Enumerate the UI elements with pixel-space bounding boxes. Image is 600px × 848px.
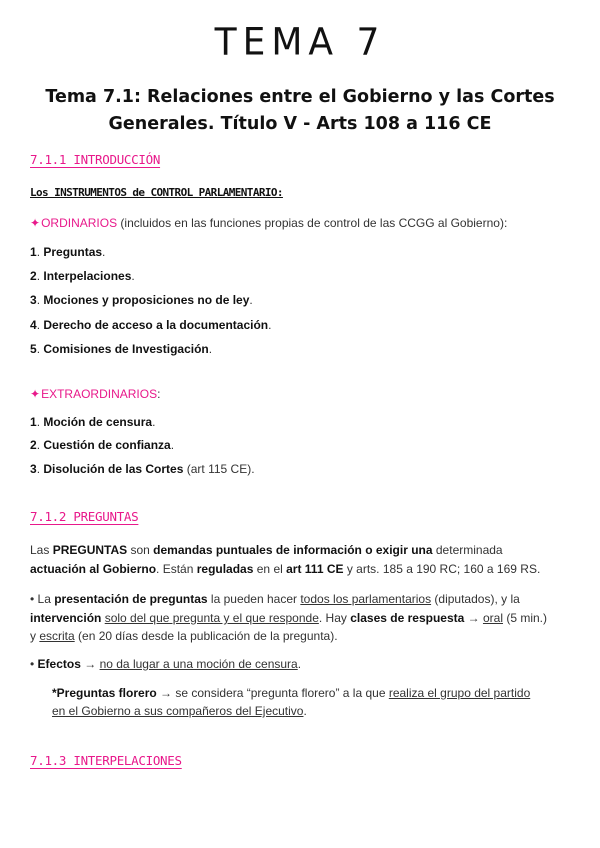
sparkle-icon: ✦: [30, 216, 41, 230]
paragraph-line: y escrita (en 20 días desde la publicación de la pregunta).: [30, 629, 338, 643]
page-title: TEMA 7: [214, 20, 386, 65]
list-item: 2. Cuestión de confianza.: [30, 438, 175, 452]
paragraph-line: actuación al Gobierno. Están reguladas en el art 111 CE y arts. 185 a 190 RC; 160 a 169 RS.: [30, 562, 541, 576]
list-item: 2. Interpelaciones.: [30, 269, 135, 283]
paragraph-line: en el Gobierno a sus compañeros del Ejecutivo.: [52, 704, 307, 718]
paragraph-line: • La presentación de preguntas la pueden hacer todos los parlamentarios (diputados), y la: [30, 592, 520, 606]
extraordinarios-line: ✦EXTRAORDINARIOS:: [30, 387, 161, 401]
instruments-heading: Los INSTRUMENTOS de CONTROL PARLAMENTARIO:: [30, 186, 283, 199]
paragraph-line: *Preguntas florero → se considera “pregunta florero” a la que realiza el grupo del partido: [52, 686, 531, 700]
list-item: 4. Derecho de acceso a la documentación.: [30, 318, 272, 332]
section-heading-interpelaciones: 7.1.3 INTERPELACIONES: [30, 753, 182, 768]
ordinarios-line: [30, 216, 507, 230]
paragraph-line: intervención solo del que pregunta y el que responde. Hay clases de respuesta → oral (5 min.): [30, 611, 547, 625]
sparkle-icon: ✦: [30, 387, 41, 401]
paragraph-line: Las PREGUNTAS son demandas puntuales de información o exigir una determinada: [30, 543, 503, 557]
list-item: 5. Comisiones de Investigación.: [30, 342, 213, 356]
list-item: 3. Mociones y proposiciones no de ley.: [30, 293, 253, 307]
section-heading-preguntas: 7.1.2 PREGUNTAS: [30, 509, 139, 524]
section-heading-introduccion: 7.1.1 INTRODUCCIÓN: [30, 152, 161, 167]
paragraph-line: • Efectos → no da lugar a una moción de censura.: [30, 657, 302, 671]
ordinarios-label: ORDINARIOS: [41, 216, 118, 230]
extraordinarios-label: EXTRAORDINARIOS: [41, 387, 158, 401]
list-item: 1. Preguntas.: [30, 245, 106, 259]
list-item: 3. Disolución de las Cortes (art 115 CE).: [30, 462, 255, 476]
page-subtitle: Tema 7.1: Relaciones entre el Gobierno y las Cortes Generales. Título V - Arts 108 a 116 CE: [45, 87, 555, 134]
ordinarios-note: (incluidos en las funciones propias de control de las CCGG al Gobierno):: [117, 216, 508, 230]
list-item: 1. Moción de censura.: [30, 415, 156, 429]
